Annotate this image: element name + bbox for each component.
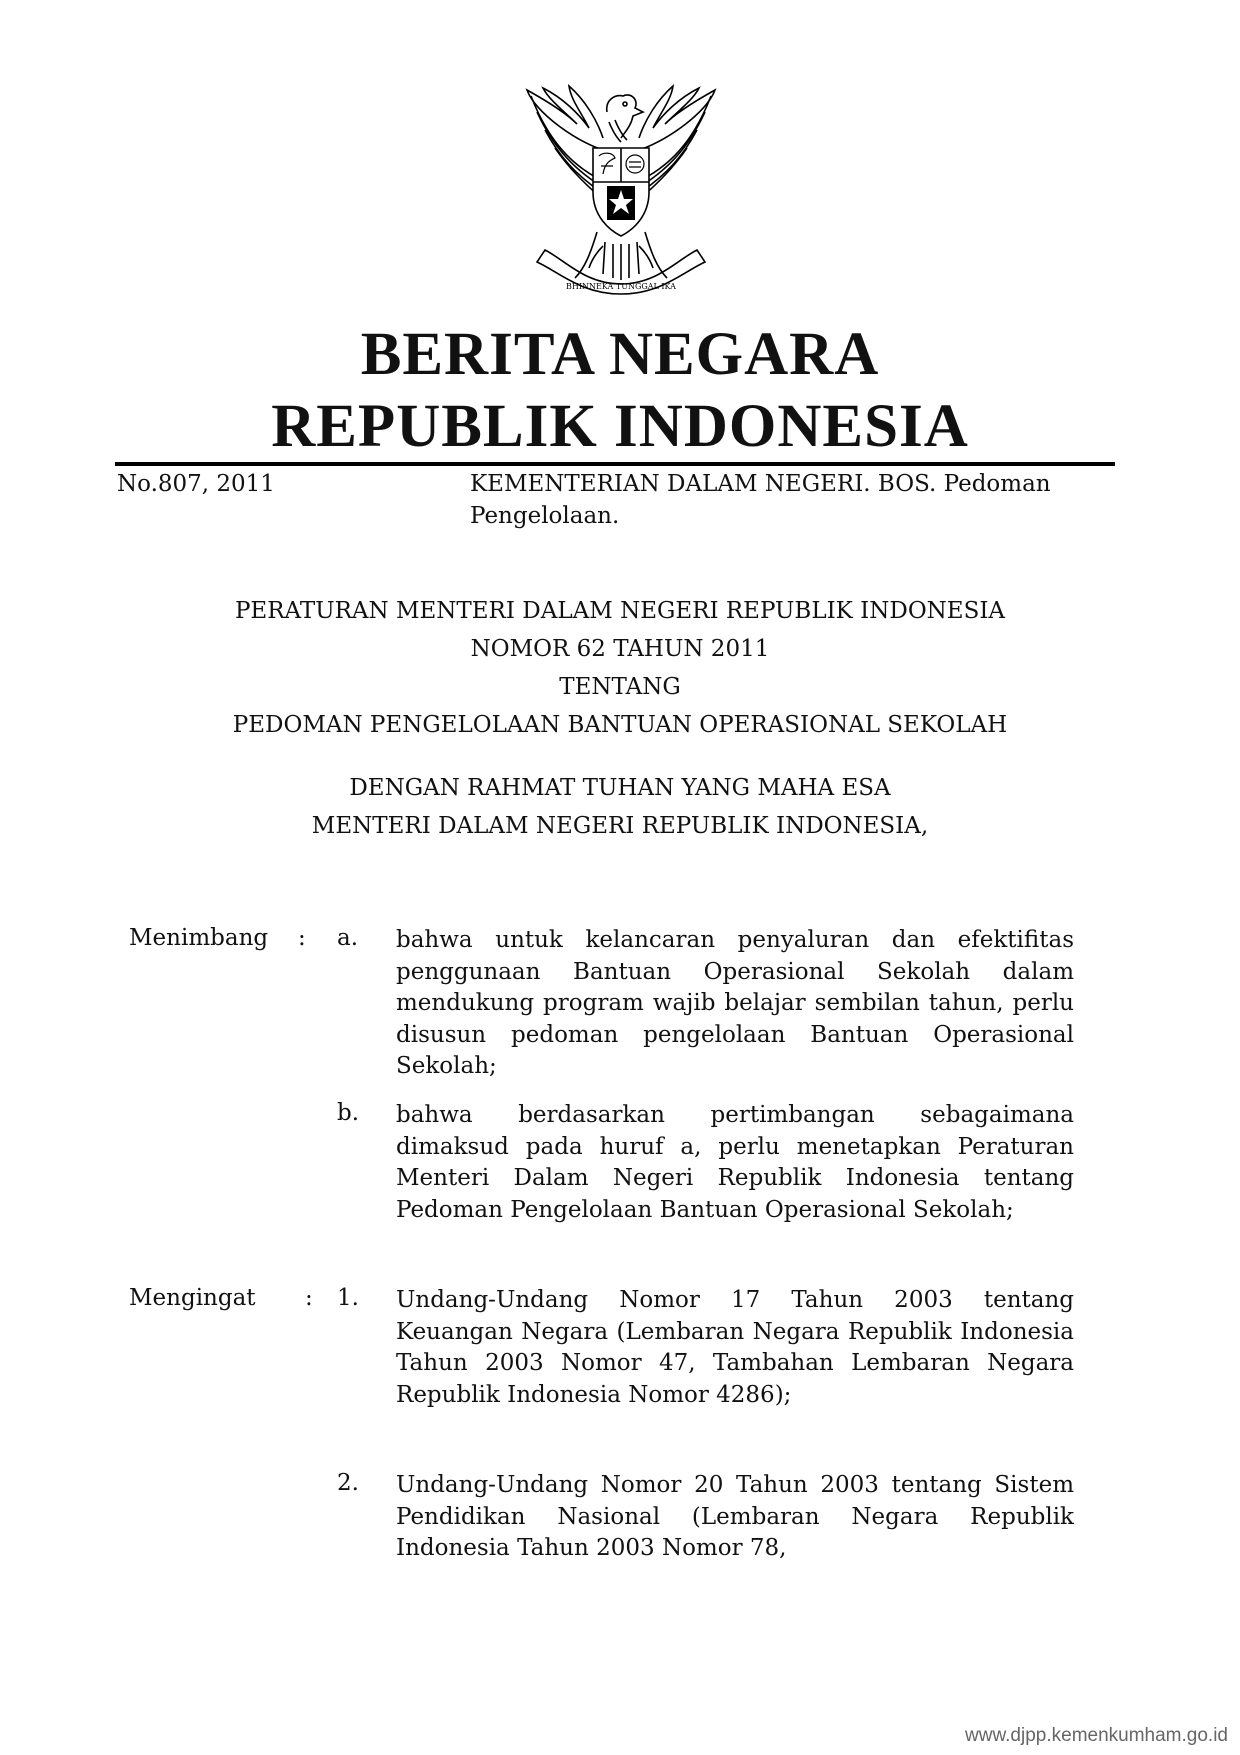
preamble-line2: MENTERI DALAM NEGERI REPUBLIK INDONESIA,: [311, 813, 929, 839]
menimbang-colon: :: [298, 925, 306, 951]
regulation-title-line1: PERATURAN MENTERI DALAM NEGERI REPUBLIK INDONESIA: [234, 598, 1006, 624]
menimbang-item-b: bahwa berdasarkan pertimbangan sebagaimana dimaksud pada huruf a, perlu menetapkan Peraturan Menteri Dalam Negeri Republik Indonesia tentang Pedoman Pengelolaan Bantuan Operasional Sekolah;: [396, 1102, 1074, 1223]
mengingat-marker-1: 1.: [337, 1285, 359, 1311]
menimbang-marker-b: b.: [337, 1100, 360, 1126]
masthead-divider: [115, 462, 1115, 466]
masthead-subtitle: REPUBLIK INDONESIA: [271, 393, 969, 460]
garuda-pancasila-emblem: [505, 82, 737, 300]
footer-url: www.djpp.kemenkumham.go.id: [965, 1725, 1228, 1746]
mengingat-marker-2: 2.: [337, 1470, 359, 1496]
regulation-number: NOMOR 62 TAHUN 2011: [470, 636, 770, 662]
regulation-about: TENTANG: [559, 674, 681, 700]
mengingat-colon: :: [305, 1285, 313, 1311]
preamble-line1: DENGAN RAHMAT TUHAN YANG MAHA ESA: [349, 775, 891, 801]
mengingat-item-1: Undang-Undang Nomor 17 Tahun 2003 tentang Keuangan Negara (Lembaran Negara Republik Indonesia Tahun 2003 Nomor 47, Tambahan Lembaran Negara Republik Indonesia Nomor 4286);: [396, 1287, 1074, 1408]
menimbang-label: Menimbang: [129, 925, 269, 951]
emblem-motto: BHINNEKA TUNGGAL IKA: [566, 282, 676, 291]
masthead-title: BERITA NEGARA: [360, 321, 880, 388]
gazette-description: KEMENTERIAN DALAM NEGERI. BOS. Pedoman Pengelolaan.: [470, 471, 1051, 529]
gazette-number: No.807, 2011: [117, 471, 275, 497]
mengingat-item-2: Undang-Undang Nomor 20 Tahun 2003 tentang Sistem Pendidikan Nasional (Lembaran Negara Republik Indonesia Tahun 2003 Nomor 78,: [396, 1472, 1074, 1561]
mengingat-label: Mengingat: [129, 1285, 256, 1311]
menimbang-marker-a: a.: [337, 925, 359, 951]
menimbang-item-a: bahwa untuk kelancaran penyaluran dan efektifitas penggunaan Bantuan Operasional Sekolah dalam mendukung program wajib belajar sembilan tahun, perlu disusun pedoman pengelolaan Bantuan Operasional Sekolah;: [396, 927, 1074, 1079]
regulation-subject: PEDOMAN PENGELOLAAN BANTUAN OPERASIONAL SEKOLAH: [232, 712, 1008, 738]
